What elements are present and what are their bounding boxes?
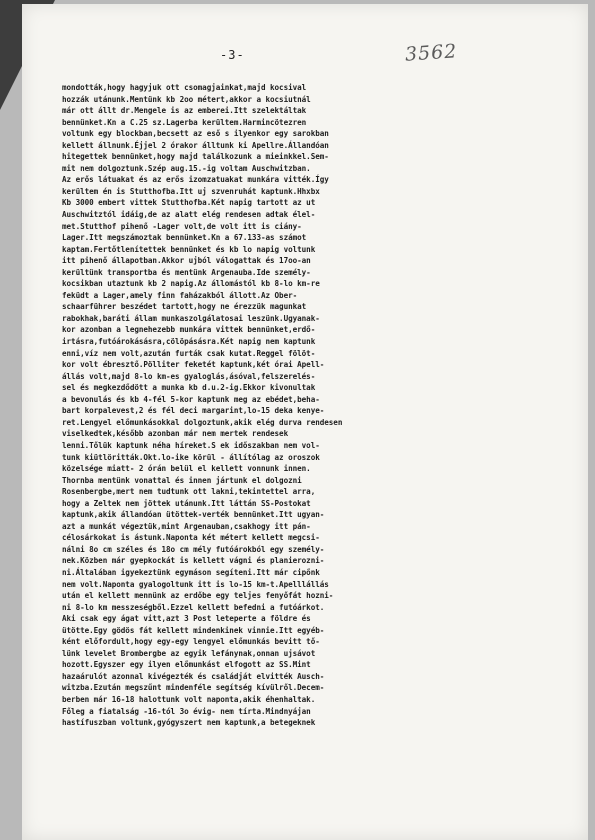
body-text-line: kellett állnunk.Éjjel 2 órakor álltunk ki Apellre.Állandóan	[62, 140, 329, 150]
body-text-line: közelsége miatt- 2 órán belül el kellett vonnunk innen.	[62, 464, 311, 474]
body-text-line: Főleg a fiatalság -16-tól 3o évig- nem tírta.Mindnyájan	[62, 706, 311, 716]
body-text-line: azt a munkát végeztük,mint Argenauban,csakhogy itt pán-	[62, 521, 311, 531]
body-text-line: Kb 3000 embert vittek Stutthofba.Két napig tartott az ut	[62, 198, 316, 208]
body-text-line: sel és megkezdődött a munka kb d.u.2-ig.Ekkor kivonultak	[62, 383, 316, 393]
body-text-line: Lager.Itt megszámoztak bennünket.Kn a 67.133-as számot	[62, 233, 307, 243]
body-text-line: irtásra,futóárokásásra,cölöpásásra.Két napig nem kaptunk	[62, 337, 316, 347]
body-text-line: a bevonulás és kb 4-fél 5-kor kaptunk meg az ebédet,beha-	[62, 394, 320, 404]
body-text-line: tunk kiütlöritták.Okt.lo-ike körül - állítólag az oroszok	[62, 452, 320, 462]
body-text-line: itt pihenő állapotban.Akkor ujból válogattak és 17oo-an	[62, 256, 311, 266]
body-text-line: nem volt.Naponta gyalogoltunk itt is lo-15 km-t.Apelllállás	[62, 579, 329, 589]
document-page	[22, 4, 588, 840]
body-text-line: mit nem dolgoztunk.Szép aug.15.-ig voltam Auschwitzban.	[62, 163, 311, 173]
page-number: -3-	[220, 48, 245, 62]
document-body-text	[62, 82, 512, 729]
body-text-line: lenni.Tőlük kaptunk néha híreket.S ek időszakban nem vol-	[62, 440, 320, 450]
body-text-line: Aki csak egy ágat vitt,azt 3 Post leteperte a földre és	[62, 614, 311, 624]
body-text-line: hitegettek bennünket,hogy majd találkozunk a mieinkkel.Sem-	[62, 152, 329, 162]
body-text-line: lünk levelet Brombergbe az egyik lefánynak,onnan ujsávot	[62, 648, 316, 658]
body-text-line: Thornba mentünk vonattal és innen jártunk el dolgozni	[62, 475, 302, 485]
body-text-line: ként előfordult,hogy egy-egy lengyel előmunkás bevitt tő-	[62, 637, 320, 647]
body-text-line: bart korpalevest,2 és fél deci margarint,lo-15 deka kenye-	[62, 406, 325, 416]
body-text-line: kaptam.Fertőtlenítettek bennünket és kb lo napig voltunk	[62, 244, 316, 254]
body-text-line: ni.Általában igyekeztünk egymáson segíteni.Itt már cipőnk	[62, 567, 320, 577]
body-text-line: kerültünk transportba és mentünk Argenauba.Ide személy-	[62, 267, 311, 277]
body-text-line: Az erős látuakat és az erős izomzatuakat munkára vitték.Így	[62, 175, 329, 185]
body-text-line: mondották,hogy hagyjuk ott csomagjainkat,majd kocsival	[62, 83, 307, 92]
body-text-line: hogy a Zeltek nem jöttek utánunk.Itt láttán SS-Postokat	[62, 498, 311, 508]
body-text-line: hazaárulót azonnal kivégezték és családját elvitték Ausch-	[62, 671, 325, 681]
body-text-line: bennünket.Kn a C.25 sz.Lagerba kerültem.Harmincötezren	[62, 117, 307, 127]
body-text-line: nek.Közben már gyepkockát is kellett vágni és planierozni-	[62, 556, 325, 566]
body-text-line: kor volt ébresztő.Pölliter feketét kaptunk,két órai Apell-	[62, 360, 325, 370]
body-text-line: kor azonban a legnehezebb munkára vittek bennünket,erdő-	[62, 325, 316, 335]
body-text-line: witzba.Ezután megszűnt mindenféle segítség kívülről.Decem-	[62, 683, 325, 693]
body-text-line: Rosenbergbe,mert nem tudtunk ott lakni,tekintettel arra,	[62, 487, 316, 497]
body-text-line: után el kellett mennünk az erdőbe egy teljes fenyőfát hozni-	[62, 591, 334, 601]
body-text-line: hozzák utánunk.Mentünk kb 2oo métert,akkor a kocsiutnál	[62, 94, 311, 104]
body-text-line: állás volt,majd 8-lo km-es gyaloglás,ásóval,felszerelés-	[62, 371, 316, 381]
body-text-line: ret.Lengyel előmunkásokkal dolgoztunk,akik elég durva rendesen	[62, 417, 343, 427]
body-text-line: ütötte.Egy gödös fát kellett mindenkinek vinnie.Itt egyéb-	[62, 625, 325, 635]
body-text-line: viselkedtek,később azonban már nem mertek rendesek	[62, 429, 289, 439]
body-text-line: nálni 8o cm széles és 18o cm mély futóárokból egy személy-	[62, 544, 325, 554]
body-text-line: voltunk egy blockban,becsett az eső s ilyenkor egy sarokban	[62, 129, 329, 139]
body-text-line: enni,víz nem volt,azután furták csak kutat.Reggel fölöt-	[62, 348, 316, 358]
body-text-line: feküdt a Lager,amely finn faházakból állott.Az Ober-	[62, 290, 298, 300]
body-text-line: ni 8-lo km messzeségből.Ezzel kellett befedni a futóárkot.	[62, 602, 325, 612]
body-text-line: rabokhak,baráti állam munkaszolgálatosai leszünk.Ugyanak-	[62, 313, 320, 323]
handwritten-archive-number: 3562	[404, 40, 459, 66]
body-text-line: kerültem én is Stutthofba.Itt uj szvenruhát kaptunk.Hhxbx	[62, 186, 320, 196]
body-text-line: hozott.Egyszer egy ilyen előmunkást elfogott az SS.Mint	[62, 660, 311, 670]
body-text-line: schaarführer beszédet tartott,hogy ne érezzük magunkat	[62, 302, 307, 312]
body-text-line: berben már 16-18 halottunk volt naponta,akik éhenhaltak.	[62, 694, 316, 704]
body-text-line: már ott állt dr.Mengele is az emberei.Itt szelektáltak	[62, 106, 307, 116]
body-text-line: kaptunk,akik állandóan ütöttek-verték bennünket.Itt ugyan-	[62, 510, 325, 520]
body-text-line: célosárkokat is ástunk.Naponta két métert kellett megcsi-	[62, 533, 320, 543]
body-text-line: Auschwitztól idáig,de az alatt elég rendesen adtak élel-	[62, 210, 316, 220]
body-text-line: hastífuszban voltunk,gyógyszert nem kaptunk,a betegeknek	[62, 718, 316, 728]
body-text-line: met.Stutthof pihenő -Lager volt,de volt itt is ciány-	[62, 221, 302, 231]
body-text-line: kocsikban utaztunk kb 2 napig.Az állomástól kb 8-lo km-re	[62, 279, 320, 289]
